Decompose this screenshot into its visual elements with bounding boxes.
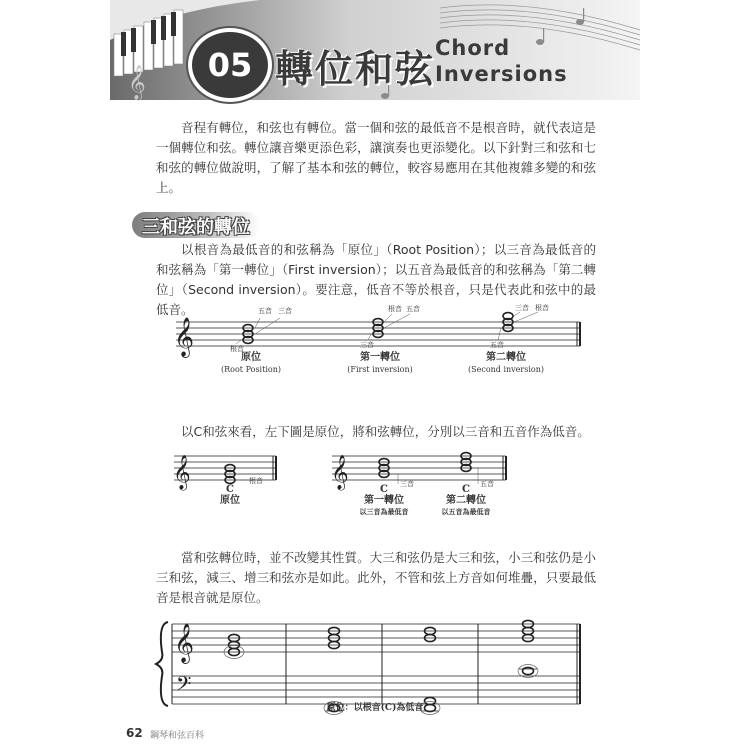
section-heading — [132, 210, 262, 240]
chord-letter-c: C — [380, 484, 388, 495]
label-fifth: 五音 — [480, 480, 494, 488]
note-c-second-inversion: 以五音為最低音 — [441, 507, 491, 516]
grand-staff-brace — [156, 622, 168, 706]
label-third: 三音 — [515, 304, 529, 312]
book-title: 鋼琴和弦百科 — [150, 731, 205, 741]
note-c-first-inversion: 以三音為最低音 — [359, 507, 409, 516]
treble-clef: 𝄞 — [174, 317, 195, 357]
label-root: 根音 — [388, 305, 402, 313]
chord-letter-c: C — [226, 484, 234, 495]
caption-c-second-inversion: 第二轉位 — [446, 495, 486, 506]
staff-example-three-inversions — [110, 300, 640, 380]
label-root: 根音 — [249, 477, 263, 485]
chord-letter-c: C — [462, 484, 470, 495]
barlines — [172, 624, 580, 704]
treble-clef: 𝄞 — [174, 623, 195, 663]
measure-4-chord — [518, 620, 538, 677]
chapter-header — [110, 0, 640, 108]
caption-second-inversion: 第二轉位 — [486, 352, 526, 363]
bass-clef: 𝄢 — [176, 672, 192, 700]
chapter-title-en-line1: Chord — [435, 36, 511, 60]
label-third: 三音 — [400, 480, 414, 488]
label-fifth: 五音 — [258, 307, 272, 315]
chapter-number-badge: 05 — [188, 28, 272, 102]
chapter-title-en-line2: Inversions — [435, 62, 568, 86]
intro-paragraph: 音程有轉位，和弦也有轉位。當一個和弦的最低音不是根音時，就代表這是一個轉位和弦。轉位讓音樂更添色彩，讓演奏也更添變化。以下針對三和弦和七和弦的轉位做說明，了解了基本和弦的轉位，較容易應用在其他複雜多變的和弦上。 — [156, 120, 596, 195]
paragraph-inversions-definition: 以根音為最低音的和弦稱為「原位」（Root Position）；以三音為最低音的和弦稱為「第一轉位」（First inversion）；以五音為最低音的和弦稱為「第二轉位」（Second inversion）。要注意，低音不等於根音，只是代表此和弦中的最低音。 — [156, 242, 596, 317]
treble-clef-left: 𝄞 — [173, 455, 191, 490]
label-fifth: 五音 — [406, 305, 420, 313]
treble-clef-right: 𝄞 — [331, 455, 349, 490]
caption-c-root-position: 原位 — [220, 495, 240, 506]
chord-c-second-inversion — [461, 453, 494, 488]
label-fifth: 五音 — [490, 341, 504, 349]
label-root: 根音 — [230, 345, 244, 353]
staff-lines-right — [332, 456, 506, 480]
book-page — [110, 0, 640, 750]
chord-first-inversion — [360, 304, 420, 349]
caption-root-position: 原位 — [241, 352, 261, 363]
label-third: 三音 — [278, 307, 292, 315]
caption-c-first-inversion: 第一轉位 — [364, 495, 404, 506]
page-number: 62 — [126, 726, 143, 740]
caption-second-inversion-en: (Second inversion) — [468, 365, 544, 374]
bass-note-highlight — [518, 665, 538, 678]
section-heading-text: 三和弦的轉位 — [142, 217, 250, 238]
paragraph-inversion-quality: 當和弦轉位時，並不改變其性質。大三和弦仍是大三和弦，小三和弦仍是小三和弦，減三、增三和弦亦是如此。此外，不管和弦上方音如何堆疊，只要最低音是根音就是原位。 — [156, 550, 596, 605]
label-root: 根音 — [535, 304, 549, 312]
chapter-title: 轉位和弦 — [275, 47, 436, 91]
label-third: 三音 — [360, 341, 374, 349]
paragraph-c-chord-intro: 以C和弦來看，左下圖是原位，將和弦轉位，分別以三音和五音作為低音。 — [181, 424, 590, 439]
staff-example-c-chord — [110, 446, 640, 522]
chord-second-inversion — [490, 303, 549, 349]
caption-first-inversion-en: (First inversion) — [347, 365, 413, 374]
grand-staff-caption: 原位：以根音(C)為低音 — [326, 703, 424, 713]
caption-first-inversion: 第一轉位 — [360, 352, 400, 363]
caption-root-position-en: (Root Position) — [221, 365, 281, 374]
treble-clef-decoration: 𝄞 — [128, 65, 146, 100]
